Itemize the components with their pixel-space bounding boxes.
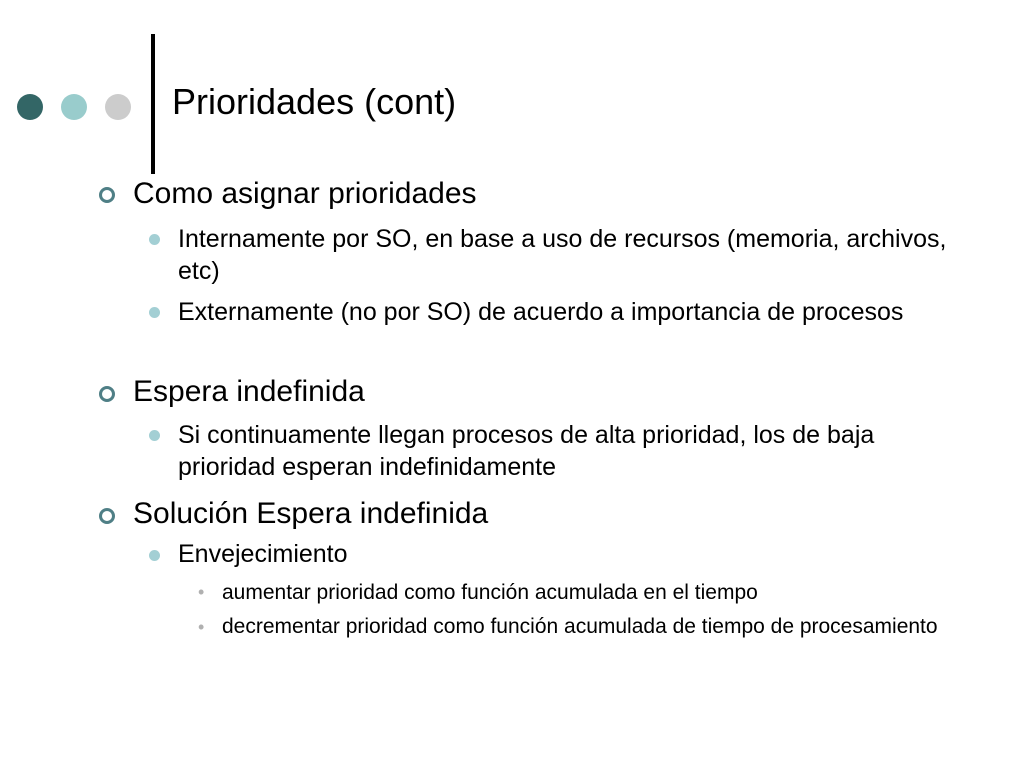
dot-bullet-icon xyxy=(149,307,160,318)
small-dot-bullet-icon: • xyxy=(198,617,205,637)
bullet-level1: Espera indefinida xyxy=(133,375,365,408)
ring-bullet-icon xyxy=(99,508,115,524)
small-dot-bullet-icon: • xyxy=(198,582,205,602)
slide-title: Prioridades (cont) xyxy=(172,81,457,122)
bullet-level2: Internamente por SO, en base a uso de recursos (memoria, archivos, etc) xyxy=(178,225,947,285)
ring-bullet-icon xyxy=(99,187,115,203)
dot-bullet-icon xyxy=(149,550,160,561)
dot-bullet-icon xyxy=(149,430,160,441)
bullet-level1: Como asignar prioridades xyxy=(133,177,477,210)
bullet-level2: Si continuamente llegan procesos de alta prioridad, los de baja prioridad esperan indefinidamente xyxy=(178,421,875,481)
bullet-level2: Envejecimiento xyxy=(178,540,348,568)
dot-bullet-icon xyxy=(149,234,160,245)
ring-bullet-icon xyxy=(99,386,115,402)
bullet-level3: decrementar prioridad como función acumulada de tiempo de procesamiento xyxy=(222,615,938,638)
bullet-level2: Externamente (no por SO) de acuerdo a importancia de procesos xyxy=(178,298,904,326)
bullet-level1: Solución Espera indefinida xyxy=(133,497,489,530)
bullet-level3: aumentar prioridad como función acumulada en el tiempo xyxy=(222,581,758,604)
